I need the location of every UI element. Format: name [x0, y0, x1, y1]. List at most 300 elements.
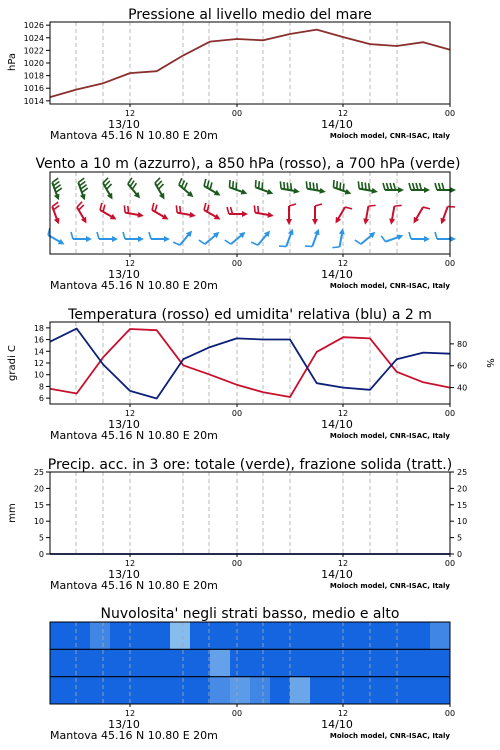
barb-feather — [236, 182, 237, 189]
wind-barb — [312, 204, 322, 225]
cloud-cell — [370, 622, 390, 649]
wind-barb — [227, 207, 248, 217]
y-tick-label-right: 5 — [457, 533, 463, 543]
y-tick-label: 1016 — [23, 84, 44, 94]
cloud-cell — [310, 622, 330, 649]
x-tick-label: 12 — [337, 259, 349, 268]
y-tick-label: 10 — [33, 370, 44, 380]
barb-feather — [280, 181, 281, 188]
cloud-cell — [290, 677, 310, 704]
barb-feather — [333, 180, 334, 187]
barb-feather — [199, 240, 205, 244]
cloud-cell — [290, 622, 310, 649]
pressure-ticks — [24, 21, 50, 106]
wind-barb — [100, 203, 116, 220]
barb-feather — [381, 236, 385, 242]
date-label: 14/10 — [321, 418, 353, 431]
y-tick-label-right: 0 — [457, 550, 463, 559]
x-tick-label: 12 — [124, 559, 136, 568]
wind-barb — [286, 204, 296, 225]
cloud-cell — [310, 649, 330, 676]
cloud-panel — [50, 606, 455, 742]
y-tick-label-right: 80 — [457, 339, 468, 349]
y-tick-label: 10 — [33, 517, 44, 527]
barb-feather — [315, 204, 322, 206]
precipitation-ylabel: mm — [7, 503, 18, 523]
barb-feather — [227, 207, 229, 214]
barb-feather — [159, 184, 164, 189]
barb-feather — [365, 183, 366, 190]
barb-feather — [306, 181, 307, 188]
barb-feather — [442, 183, 444, 190]
barb-feather — [184, 183, 187, 190]
y-tick-label: 8 — [38, 382, 44, 392]
cloud-cell — [170, 622, 190, 649]
barb-feather — [124, 205, 125, 212]
y-tick-label: 16 — [33, 335, 44, 345]
y-tick-label: 5 — [38, 533, 44, 543]
barb-head — [138, 236, 144, 242]
cloud-cell — [390, 649, 410, 676]
x-tick-label: 00 — [444, 559, 456, 568]
temperature-humidity-panel — [7, 307, 495, 442]
cloud-x-axis — [50, 704, 455, 742]
date-label: 13/10 — [108, 268, 140, 281]
cloud-cell — [210, 677, 230, 704]
wind-barb — [155, 178, 165, 200]
barb-feather — [204, 179, 206, 186]
barb-feather — [155, 205, 157, 212]
y-tick-label: 1018 — [23, 71, 44, 81]
barb-feather — [79, 205, 84, 210]
barb-feather — [358, 181, 359, 188]
barb-feather — [387, 183, 389, 190]
barb-feather — [97, 232, 99, 239]
barb-feather — [305, 246, 312, 247]
temperature-x-axis — [50, 404, 455, 442]
wind-barb — [306, 181, 325, 193]
cloud-cell — [350, 677, 370, 704]
cloud-cell — [270, 677, 290, 704]
barb-head — [112, 236, 118, 242]
cloud-cell — [90, 677, 110, 704]
wind-barb — [333, 180, 351, 194]
cloud-cell — [370, 677, 390, 704]
wind-barb — [336, 207, 353, 223]
humidity-ylabel: % — [484, 358, 495, 368]
barb-feather — [132, 183, 136, 189]
precipitation-ticks — [34, 468, 467, 559]
cloud-cell — [130, 649, 150, 676]
y-tick-label-right: 25 — [457, 468, 468, 477]
barb-feather — [343, 184, 344, 191]
barb-head — [450, 236, 456, 242]
wind-x-axis — [50, 254, 455, 292]
temperature-title: Temperatura (rosso) ed umidita' relativa (blu) a 2 m — [68, 307, 432, 323]
barb-feather — [77, 202, 82, 207]
pressure-marks — [50, 30, 450, 98]
barb-head — [137, 212, 143, 218]
x-tick-label: 00 — [444, 259, 456, 268]
barb-feather — [78, 178, 84, 182]
cloud-cell — [70, 677, 90, 704]
y-tick-label: 1026 — [23, 21, 44, 31]
barb-head — [242, 211, 248, 217]
wind-barb — [149, 232, 170, 242]
cloud-cell — [350, 649, 370, 676]
cloud-cell — [90, 649, 110, 676]
y-tick-label-right: 40 — [457, 383, 468, 393]
cloud-cell — [230, 649, 250, 676]
cloud-cell — [150, 622, 170, 649]
x-tick-label: 12 — [337, 709, 349, 718]
barb-feather — [53, 205, 59, 209]
cloud-cells — [50, 622, 450, 704]
location-label: Mantova 45.16 N 10.80 E 20m — [50, 429, 218, 442]
temperature-ylabel: gradi C — [7, 345, 18, 381]
cloud-cell — [190, 622, 210, 649]
barb-feather — [53, 181, 59, 185]
barb-feather — [82, 188, 88, 192]
cloud-cell — [210, 649, 230, 676]
barb-feather — [105, 181, 110, 186]
barb-feather — [204, 203, 206, 210]
precipitation-grid — [76, 472, 397, 554]
barb-head — [389, 218, 395, 224]
cloud-cell — [430, 622, 450, 649]
cloud-cell — [270, 622, 290, 649]
wind-barb — [52, 178, 61, 200]
precipitation-frame — [50, 472, 450, 554]
barb-head — [312, 219, 318, 225]
barb-feather — [210, 182, 212, 189]
barb-head — [319, 188, 325, 194]
wind-barb — [204, 203, 220, 220]
pressure-title: Pressione al livello medio del mare — [128, 7, 372, 23]
cloud-cell — [410, 649, 430, 676]
barb-feather — [390, 183, 392, 190]
wind-barb — [441, 206, 455, 224]
wind-barb — [124, 205, 143, 217]
cloud-cell — [150, 677, 170, 704]
x-tick-label: 00 — [231, 109, 243, 118]
precipitation-title: Precip. acc. in 3 ore: totale (verde), frazione solida (tratt.) — [47, 457, 453, 473]
barb-feather — [287, 183, 288, 190]
barb-feather — [394, 183, 396, 190]
barb-feather — [369, 183, 370, 190]
barb-feather — [383, 183, 385, 190]
cloud-cell — [410, 677, 430, 704]
barb-feather — [289, 204, 296, 206]
date-label: 13/10 — [108, 118, 140, 131]
temperature-marks — [50, 329, 450, 399]
cloud-cell — [270, 649, 290, 676]
model-label: Moloch model, CNR-ISAC, Italy — [329, 432, 450, 440]
date-label: 14/10 — [321, 118, 353, 131]
model-label: Moloch model, CNR-ISAC, Italy — [329, 132, 450, 140]
date-label: 13/10 — [108, 718, 140, 731]
barb-feather — [52, 178, 58, 182]
barb-feather — [317, 183, 318, 190]
cloud-cell — [50, 622, 70, 649]
barb-feather — [416, 183, 418, 190]
x-tick-label: 12 — [124, 109, 136, 118]
barb-feather — [409, 232, 411, 239]
barb-feather — [448, 206, 455, 207]
wind-barb — [225, 232, 246, 244]
barb-feather — [123, 232, 125, 239]
wind-barb — [123, 232, 144, 242]
barb-feather — [152, 203, 154, 210]
cloud-cell — [130, 677, 150, 704]
barb-feather — [259, 181, 260, 188]
y-tick-label-right: 15 — [457, 500, 468, 510]
date-label: 14/10 — [321, 568, 353, 581]
x-tick-label: 00 — [231, 259, 243, 268]
barb-feather — [345, 207, 352, 209]
x-tick-label: 00 — [444, 709, 456, 718]
cloud-cell — [250, 649, 270, 676]
barb-head — [450, 187, 456, 193]
wind-barb — [435, 232, 456, 242]
location-label: Mantova 45.16 N 10.80 E 20m — [50, 279, 218, 292]
cloud-cell — [370, 649, 390, 676]
y-tick-label: 20 — [33, 484, 44, 494]
y-tick-label: 6 — [38, 394, 44, 404]
barb-head — [267, 212, 273, 218]
cloud-cell — [170, 649, 190, 676]
barb-feather — [435, 183, 437, 190]
date-label: 14/10 — [321, 268, 353, 281]
cloud-cell — [90, 622, 110, 649]
cloud-cell — [210, 622, 230, 649]
cloud-cell — [110, 649, 130, 676]
barb-feather — [340, 182, 341, 189]
barb-feather — [155, 178, 160, 183]
barb-feather — [103, 205, 105, 212]
cloud-cell — [190, 649, 210, 676]
pressure-ylabel: hPa — [7, 52, 18, 72]
barb-feather — [394, 205, 401, 206]
cloud-cell — [350, 622, 370, 649]
wind-barb — [176, 205, 195, 217]
cloud-cell — [430, 677, 450, 704]
y-tick-label: 18 — [33, 323, 44, 333]
pressure-frame — [50, 22, 450, 104]
wind-barb — [414, 207, 431, 223]
x-tick-label: 12 — [337, 109, 349, 118]
wind-barb — [255, 180, 273, 194]
barb-feather — [229, 180, 230, 187]
cloud-cell — [70, 622, 90, 649]
barb-feather — [52, 202, 58, 206]
cloud-cell — [430, 649, 450, 676]
barb-head — [339, 228, 345, 234]
x-tick-label: 12 — [124, 259, 136, 268]
date-label: 13/10 — [108, 568, 140, 581]
barb-head — [371, 188, 377, 194]
cloud-cell — [50, 677, 70, 704]
cloud-cell — [250, 677, 270, 704]
barb-feather — [179, 178, 182, 185]
wind-barb — [78, 178, 87, 200]
barb-feather — [409, 183, 411, 190]
barb-head — [286, 219, 292, 225]
barb-feather — [231, 207, 233, 214]
barb-feather — [251, 242, 258, 245]
cloud-title: Nuvolosita' negli strati basso, medio e alto — [100, 606, 400, 622]
series-line — [50, 30, 450, 98]
y-tick-label: 1022 — [23, 46, 44, 56]
wind-barb — [355, 232, 376, 244]
wind-barb — [204, 179, 220, 196]
wind-barb — [279, 229, 293, 247]
model-label: Moloch model, CNR-ISAC, Italy — [329, 582, 450, 590]
barb-feather — [310, 182, 311, 189]
cloud-cell — [330, 677, 350, 704]
wind-barb — [71, 232, 92, 242]
cloud-cell — [390, 677, 410, 704]
barb-feather — [255, 180, 256, 187]
barb-feather — [439, 183, 441, 190]
cloud-cell — [130, 622, 150, 649]
pressure-panel — [7, 7, 455, 142]
barb-feather — [233, 181, 234, 188]
barb-head — [189, 212, 195, 218]
barb-feather — [258, 206, 259, 213]
y-tick-label: 1014 — [23, 96, 44, 106]
wind-barb — [103, 178, 113, 200]
cloud-cell — [390, 622, 410, 649]
precipitation-x-axis — [50, 554, 455, 592]
barb-feather — [355, 240, 361, 244]
wind-panel — [35, 156, 460, 292]
model-label: Moloch model, CNR-ISAC, Italy — [329, 732, 450, 740]
wind-barb — [77, 202, 87, 224]
wind-barb — [409, 183, 430, 193]
barb-feather — [332, 247, 339, 248]
y-tick-label: 1024 — [23, 33, 44, 43]
wind-barb — [48, 228, 64, 245]
y-tick-label: 0 — [38, 550, 44, 559]
barb-feather — [55, 185, 61, 189]
x-tick-label: 00 — [231, 409, 243, 418]
cloud-cell — [150, 649, 170, 676]
barb-feather — [279, 246, 286, 247]
y-tick-label-right: 20 — [457, 484, 468, 494]
x-tick-label: 00 — [231, 559, 243, 568]
cloud-cell — [110, 622, 130, 649]
barb-feather — [71, 232, 73, 239]
wind-barb — [435, 183, 456, 193]
model-label: Moloch model, CNR-ISAC, Italy — [329, 282, 450, 290]
barb-feather — [56, 188, 62, 192]
cloud-cell — [70, 649, 90, 676]
x-tick-label: 12 — [337, 559, 349, 568]
wind-barb — [383, 183, 404, 193]
barb-feather — [225, 240, 231, 244]
wind-barb — [381, 235, 403, 242]
barb-feather — [176, 205, 177, 212]
barb-feather — [107, 184, 112, 189]
y-tick-label-right: 60 — [457, 361, 468, 371]
barb-feather — [423, 207, 430, 209]
barb-feather — [262, 182, 263, 189]
barb-feather — [337, 181, 338, 188]
y-tick-label: 12 — [33, 359, 44, 368]
barb-feather — [128, 206, 129, 213]
barb-head — [424, 236, 430, 242]
wind-title: Vento a 10 m (azzurro), a 850 hPa (rosso), a 700 hPa (verde) — [35, 156, 461, 172]
cloud-cell — [330, 649, 350, 676]
barb-feather — [100, 203, 102, 210]
barb-feather — [291, 183, 292, 190]
x-tick-label: 00 — [444, 109, 456, 118]
barb-head — [424, 187, 430, 193]
cloud-cell — [230, 622, 250, 649]
cloud-cell — [170, 677, 190, 704]
y-tick-label-right: 10 — [457, 517, 468, 527]
cloud-cell — [110, 677, 130, 704]
barb-feather — [149, 232, 151, 239]
barb-feather — [79, 181, 85, 185]
location-label: Mantova 45.16 N 10.80 E 20m — [50, 729, 218, 742]
barb-feather — [362, 182, 363, 189]
x-tick-label: 12 — [124, 409, 136, 418]
barb-feather — [413, 183, 415, 190]
wind-barb — [409, 232, 430, 242]
barb-feather — [180, 206, 181, 213]
wind-barb — [229, 180, 247, 194]
wind-barb — [152, 203, 168, 220]
barb-head — [293, 188, 299, 194]
cloud-cell — [50, 649, 70, 676]
cloud-cell — [290, 649, 310, 676]
barb-feather — [435, 232, 437, 239]
wind-barb — [179, 178, 194, 197]
barb-feather — [420, 183, 422, 190]
barb-feather — [368, 205, 375, 206]
cloud-cell — [190, 677, 210, 704]
date-label: 14/10 — [321, 718, 353, 731]
wind-barb — [251, 231, 270, 246]
wind-barb — [52, 202, 59, 224]
cloud-cell — [230, 677, 250, 704]
location-label: Mantova 45.16 N 10.80 E 20m — [50, 579, 218, 592]
barb-feather — [130, 181, 134, 187]
cloud-cell — [330, 622, 350, 649]
precipitation-panel — [7, 457, 467, 592]
cloud-cell — [310, 677, 330, 704]
date-label: 13/10 — [108, 418, 140, 431]
cloud-cell — [250, 622, 270, 649]
x-tick-label: 12 — [124, 709, 136, 718]
y-tick-label: 14 — [33, 347, 44, 357]
y-tick-label: 15 — [33, 500, 44, 510]
barb-feather — [81, 185, 87, 189]
wind-barb — [305, 229, 319, 247]
barb-feather — [103, 178, 108, 183]
barb-feather — [284, 182, 285, 189]
y-tick-label: 1020 — [23, 59, 44, 68]
x-tick-label: 12 — [337, 409, 349, 418]
pressure-x-axis — [50, 104, 455, 142]
wind-barb — [254, 205, 273, 217]
wind-barb — [363, 205, 375, 224]
wind-barb — [97, 232, 118, 242]
barb-head — [363, 218, 369, 224]
x-tick-label: 00 — [444, 409, 456, 418]
